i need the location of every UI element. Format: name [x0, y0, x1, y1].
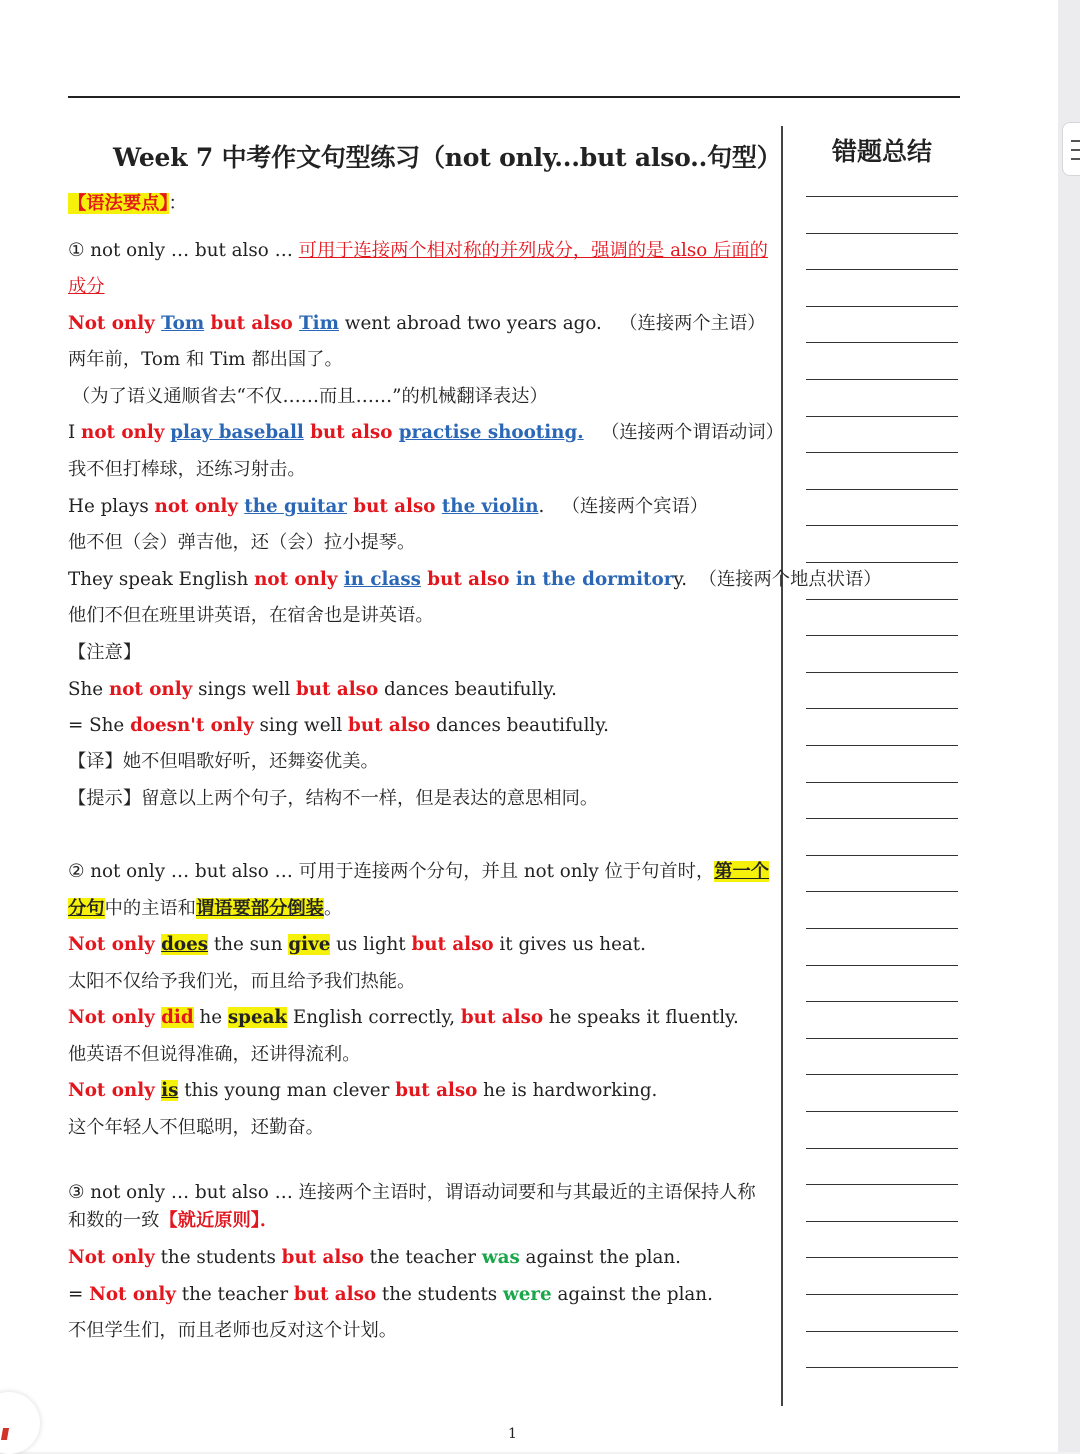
example-sentence: = She doesn't only sing well but also dances beautifully.: [68, 715, 609, 736]
answer-line: [806, 745, 958, 746]
answer-line: [806, 1294, 958, 1295]
page-title: Week 7 中考作文句型练习（not only...but also..句型）: [113, 143, 782, 172]
example-sentence: They speak English not only in class but also in the dormitory. （连接两个地点状语）: [68, 569, 882, 590]
answer-line: [806, 855, 958, 856]
answer-line: [806, 196, 958, 197]
rule-3-line: ③ not only … but also … 连接两个主语时，谓语动词要和与其最近的主语保持人称: [68, 1182, 756, 1203]
answer-line: [806, 635, 958, 636]
example-sentence: Not only did he speak English correctly, but also he speaks it fluently.: [68, 1007, 739, 1028]
scrollbar-track[interactable]: [1058, 0, 1080, 1452]
answer-line: [806, 599, 958, 600]
column-divider: [781, 126, 783, 1406]
sidebar-title: 错题总结: [832, 137, 933, 166]
section-label: 【语法要点】：: [68, 193, 187, 214]
example-sentence: Not only is this young man clever but also he is hardworking.: [68, 1080, 658, 1101]
rule-3-line-2: 和数的一致【就近原则】．: [68, 1210, 279, 1231]
answer-line: [806, 672, 958, 673]
example-translation: 他们不但在班里讲英语，在宿舍也是讲英语。: [68, 605, 434, 626]
example-translation: 不但学生们，而且老师也反对这个计划。: [68, 1320, 398, 1341]
answer-line: [806, 306, 958, 307]
example-sentence: Not only Tom but also Tim went abroad two years ago. （连接两个主语）: [68, 313, 766, 334]
answer-line: [806, 782, 958, 783]
answer-line: [806, 1221, 958, 1222]
example-translation: 两年前，Tom 和 Tim 都出国了。: [68, 349, 343, 370]
answer-line: [806, 1038, 958, 1039]
example-sentence: Not only the students but also the teacher was against the plan.: [68, 1247, 681, 1268]
example-translation: 他英语不但说得准确，还讲得流利。: [68, 1044, 361, 1065]
example-translation: 我不但打棒球，还练习射击。: [68, 459, 306, 480]
hint-text: 【提示】留意以上两个句子，结构不一样，但是表达的意思相同。: [68, 788, 599, 809]
grammar-points-label: 【语法要点】: [68, 193, 169, 214]
rule-1-line-2: 成分: [68, 276, 105, 297]
translation-note: （为了语义通顺省去“不仅……而且……”的机械翻译表达）: [72, 386, 548, 407]
example-translation: 这个年轻人不但聪明，还勤奋。: [68, 1117, 324, 1138]
rule-2-line: ② not only … but also … 可用于连接两个分句，并且 not only 位于句首时，第一个: [68, 861, 770, 882]
answer-line: [806, 342, 958, 343]
example-translation: 【译】她不但唱歌好听，还舞姿优美。: [68, 751, 379, 772]
example-translation: 他不但（会）弹吉他，还（会）拉小提琴。: [68, 532, 416, 553]
answer-line: [806, 891, 958, 892]
answer-line: [806, 452, 958, 453]
page-number: 1: [508, 1426, 517, 1442]
answer-line: [806, 379, 958, 380]
answer-line: [806, 525, 958, 526]
menu-icon: [1071, 140, 1080, 142]
side-menu-handle[interactable]: [1062, 122, 1080, 176]
answer-line: [806, 965, 958, 966]
app-logo-icon: [1, 1428, 9, 1440]
example-sentence: She not only sings well but also dances beautifully.: [68, 679, 557, 700]
answer-line: [806, 416, 958, 417]
answer-line: [806, 708, 958, 709]
note-label: 【注意】: [68, 642, 142, 663]
answer-line: [806, 1257, 958, 1258]
answer-line: [806, 489, 958, 490]
answer-line: [806, 1111, 958, 1112]
answer-line: [806, 1367, 958, 1368]
example-sentence: = Not only the teacher but also the students were against the plan.: [68, 1284, 713, 1305]
answer-line: [806, 233, 958, 234]
answer-line: [806, 928, 958, 929]
answer-line: [806, 562, 958, 563]
rule-1-note: 可用于连接两个相对称的并列成分，强调的是 also 后面的: [298, 240, 768, 261]
answer-line: [806, 1148, 958, 1149]
answer-line: [806, 1001, 958, 1002]
example-sentence: He plays not only the guitar but also the violin. （连接两个宾语）: [68, 496, 709, 517]
example-sentence: Not only does the sun give us light but also it gives us heat.: [68, 934, 646, 955]
example-translation: 太阳不仅给予我们光，而且给予我们热能。: [68, 971, 416, 992]
answer-line: [806, 1074, 958, 1075]
answer-line: [806, 818, 958, 819]
rule-1-line: ① not only … but also … 可用于连接两个相对称的并列成分，强调的是 also 后面的: [68, 240, 768, 261]
floating-app-button[interactable]: [0, 1392, 40, 1454]
top-rule: [68, 96, 960, 98]
example-sentence: I not only play baseball but also practise shooting. （连接两个谓语动词）: [68, 422, 784, 443]
answer-line: [806, 1331, 958, 1332]
rule-2-line-2: 分句中的主语和谓语要部分倒装。: [68, 898, 343, 919]
answer-line: [806, 1184, 958, 1185]
answer-line: [806, 269, 958, 270]
